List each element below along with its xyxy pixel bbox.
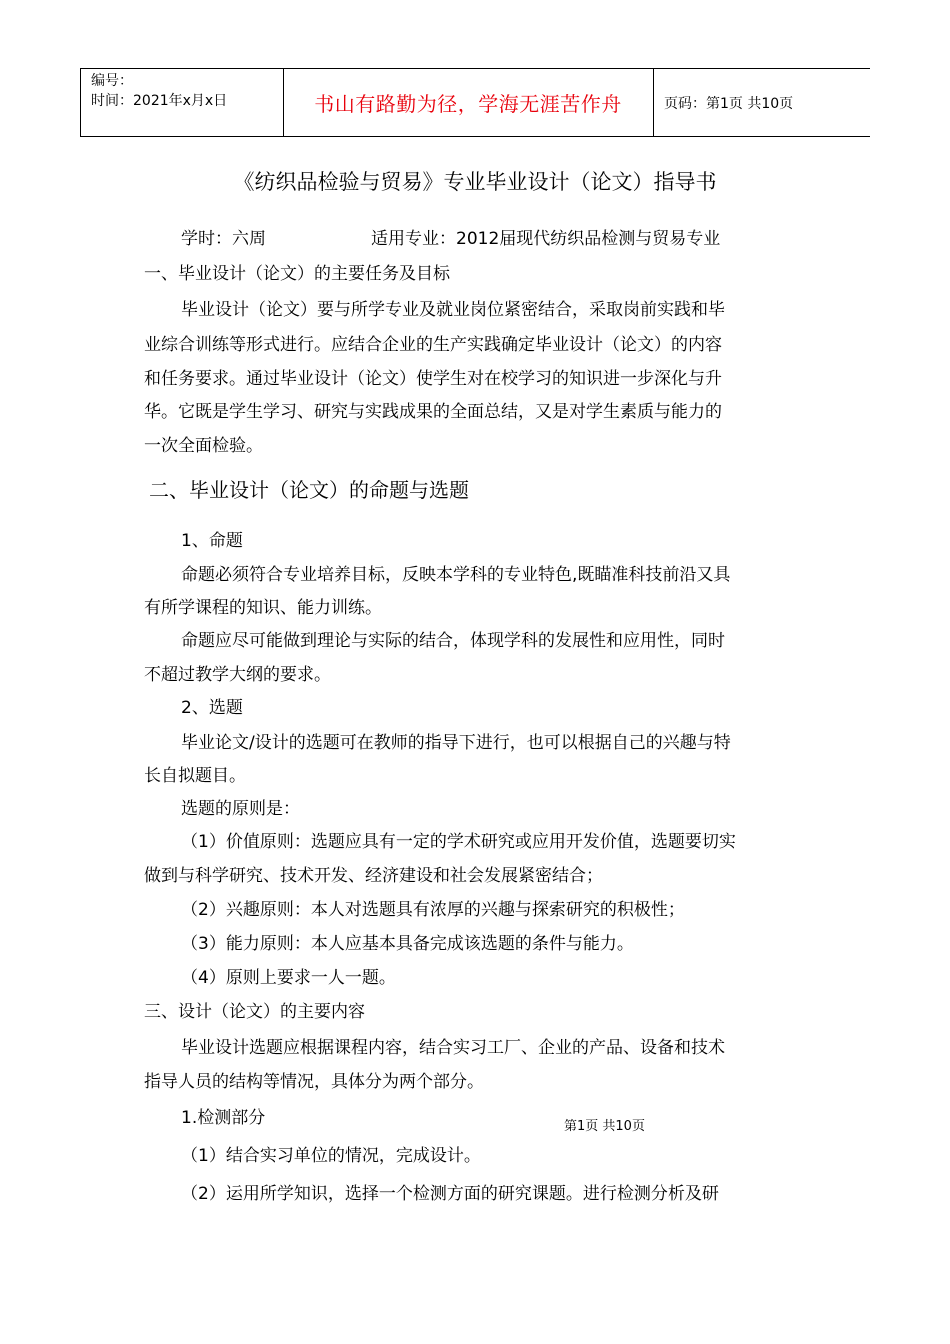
list-item: （4）原则上要求一人一题。 [181, 968, 396, 988]
subheading: 2、选题 [181, 698, 243, 718]
applicable-major: 适用专业：2012届现代纺织品检测与贸易专业 [371, 229, 721, 249]
list-item: （2）兴趣原则：本人对选题具有浓厚的兴趣与探索研究的积极性； [181, 900, 685, 920]
paragraph-line: 毕业设计选题应根据课程内容，结合实习工厂、企业的产品、设备和技术 [181, 1038, 725, 1058]
header-left-cell [80, 69, 284, 136]
list-item: （1）价值原则：选题应具有一定的学术研究或应用开发价值，选题要切实 [181, 832, 736, 852]
document-code-label: 编号： [91, 73, 133, 89]
paragraph-line: 和任务要求。通过毕业设计（论文）使学生对在校学习的知识进一步深化与升 [144, 369, 722, 389]
paragraph-line: 毕业论文/设计的选题可在教师的指导下进行，也可以根据自己的兴趣与特 [181, 733, 731, 753]
paragraph-line: 一次全面检验。 [144, 436, 263, 456]
document-title: 《纺织品检验与贸易》专业毕业设计（论文）指导书 [233, 170, 717, 194]
paragraph-line: 选题的原则是： [181, 799, 300, 819]
header-page-info: 页码：第1页 共10页 [664, 95, 794, 112]
paragraph-line: 华。它既是学生学习、研究与实践成果的全面总结，又是对学生素质与能力的 [144, 402, 722, 422]
list-item-continuation: 做到与科学研究、技术开发、经济建设和社会发展紧密结合； [144, 866, 603, 886]
section-heading-3: 三、设计（论文）的主要内容 [144, 1002, 365, 1022]
subheading: 1、命题 [181, 531, 243, 551]
list-item: （1）结合实习单位的情况，完成设计。 [181, 1146, 481, 1166]
list-item: （3）能力原则：本人应基本具备完成该选题的条件与能力。 [181, 934, 634, 954]
section-heading-2: 二、毕业设计（论文）的命题与选题 [149, 478, 469, 502]
paragraph-line: 毕业设计（论文）要与所学专业及就业岗位紧密结合，采取岗前实践和毕 [181, 300, 725, 320]
subheading: 1.检测部分 [181, 1108, 266, 1128]
document-time-label: 时间：2021年x月x日 [91, 93, 228, 109]
paragraph-line: 不超过教学大纲的要求。 [144, 665, 331, 685]
header-motto: 书山有路勤为径，学海无涯苦作舟 [283, 69, 654, 136]
paragraph-line: 指导人员的结构等情况，具体分为两个部分。 [144, 1072, 484, 1092]
paragraph-line: 长自拟题目。 [144, 766, 246, 786]
list-item: （2）运用所学知识，选择一个检测方面的研究课题。进行检测分析及研 [181, 1184, 719, 1204]
paragraph-line: 业综合训练等形式进行。应结合企业的生产实践确定毕业设计（论文）的内容 [144, 335, 722, 355]
page-footer: 第1页 共10页 [564, 1119, 645, 1134]
study-hours: 学时：六周 [181, 229, 266, 249]
page-header-table [80, 68, 870, 137]
paragraph-line: 命题必须符合专业培养目标，反映本学科的专业特色,既瞄准科技前沿又具 [181, 565, 731, 585]
paragraph-line: 命题应尽可能做到理论与实际的结合，体现学科的发展性和应用性，同时 [181, 631, 725, 651]
paragraph-line: 有所学课程的知识、能力训练。 [144, 598, 382, 618]
section-heading-1: 一、毕业设计（论文）的主要任务及目标 [144, 264, 450, 284]
